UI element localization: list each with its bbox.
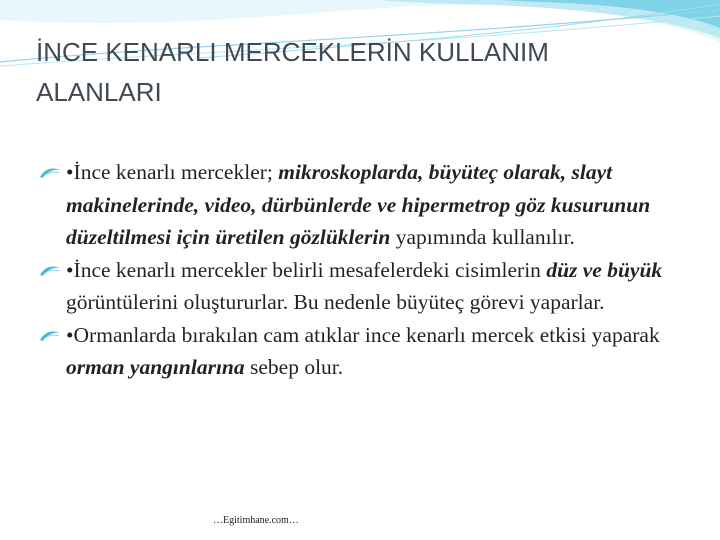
- bullet-text-normal: Ormanlarda bırakılan cam atıklar ince kenarlı mercek etkisi yaparak: [73, 322, 660, 347]
- bullet-text-emphasis: düz ve büyük: [546, 257, 663, 282]
- title-line-2: ALANLARI: [36, 77, 162, 107]
- slide-title: [36, 32, 636, 112]
- title-line-1: İNCE KENARLI MERCEKLERİN KULLANIM: [36, 37, 549, 67]
- bullet-item-2: [38, 254, 688, 319]
- swoosh-bullet-icon: [38, 166, 62, 180]
- bullet-prefix: •: [66, 322, 74, 347]
- bullet-text-emphasis: mikroskoplarda, büyüteç olarak, slayt makinelerinde, video, dürbünlerde ve hipermetrop göz kusurunun düzeltilmesi için üretilen gözlüklerin: [66, 160, 651, 249]
- bullet-item-1: [38, 156, 688, 254]
- bullet-text-emphasis: orman yangınlarına: [66, 355, 245, 379]
- bullet-prefix: •: [66, 257, 74, 282]
- bullet-text-normal: İnce kenarlı mercekler;: [73, 160, 279, 184]
- bullet-text-normal: görüntülerini oluştururlar. Bu nedenle büyüteç görevi yaparlar.: [66, 290, 605, 314]
- bullet-list: [38, 156, 688, 384]
- swoosh-bullet-icon: [38, 329, 62, 343]
- bullet-text-normal: İnce kenarlı mercekler belirli mesafelerdeki cisimlerin: [73, 257, 547, 282]
- bullet-text-normal: yapımında kullanılır.: [390, 225, 575, 249]
- bullet-item-3: [38, 319, 688, 384]
- swoosh-bullet-icon: [38, 264, 62, 278]
- bullet-text-normal: sebep olur.: [244, 355, 344, 379]
- footer-watermark: …Egitimhane.com…: [213, 515, 299, 526]
- bullet-prefix: •: [66, 160, 74, 184]
